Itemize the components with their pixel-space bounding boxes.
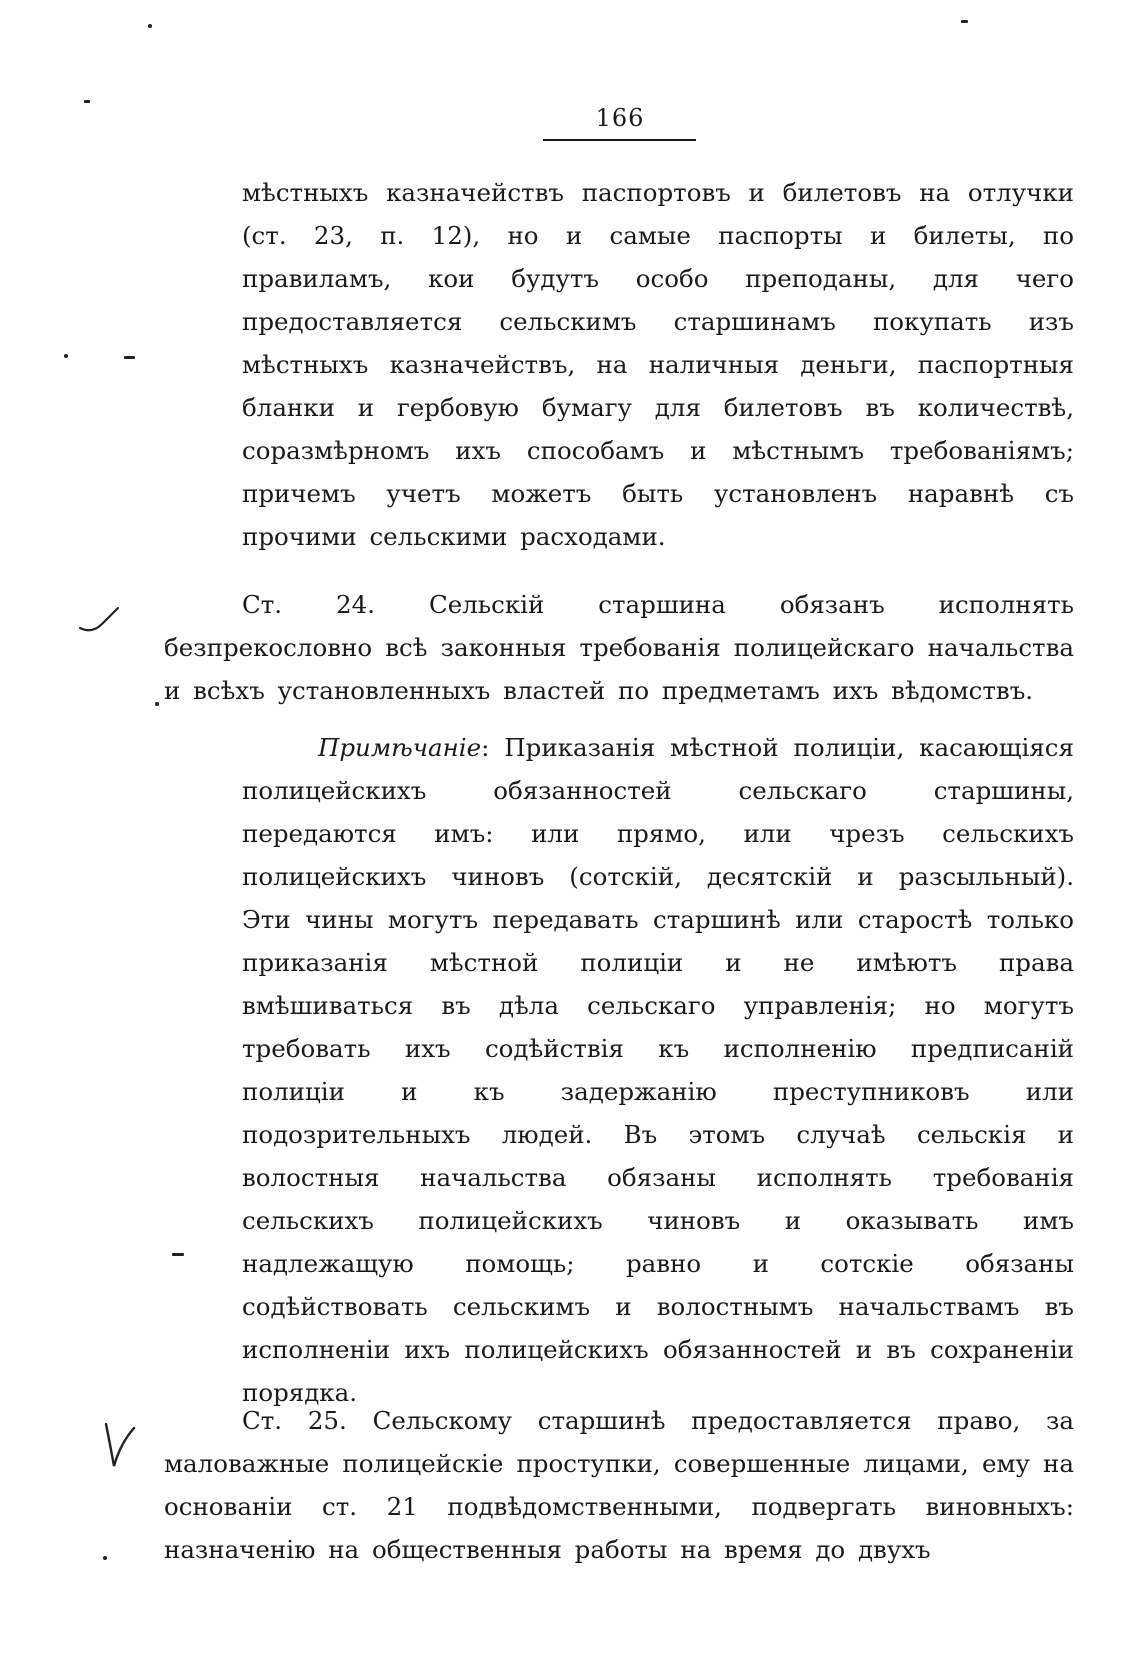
scan-mark-dash — [84, 100, 90, 103]
scan-mark-dot — [155, 702, 159, 706]
pencil-v-mark-icon — [100, 1418, 144, 1474]
note-text — [242, 726, 1074, 1414]
article-24-text — [164, 583, 1074, 712]
pencil-check-mark-icon — [76, 600, 126, 640]
scan-mark-dash — [961, 20, 968, 23]
article-24 — [164, 583, 1074, 712]
page-number-rule — [543, 139, 696, 141]
scan-mark-dot — [64, 354, 68, 358]
page-number: 166 — [595, 104, 645, 132]
article-24-body: Ст. 24. Сельскій старшина обязанъ исполнять безпрекословно всѣ законныя требованія полицейскаго начальства и всѣхъ установленныхъ властей по предметамъ ихъ вѣдомствъ. — [164, 590, 1074, 705]
paragraph-continuation-text: мѣстныхъ казначействъ паспортовъ и билетовъ на отлучки (ст. 23, п. 12), но и самые паспорты и билеты, по правиламъ, кои будутъ особо преподаны, для чего предоставляется сельскимъ старшинамъ покупать изъ мѣстныхъ казначействъ, на наличныя деньги, паспортныя бланки и гербовую бумагу для билетовъ въ количествѣ, соразмѣрномъ ихъ способамъ и мѣстнымъ требованіямъ; причемъ учетъ можетъ быть установленъ наравнѣ съ прочими сельскими расходами. — [242, 178, 1074, 551]
scan-mark-dot — [148, 24, 152, 28]
note-block — [242, 726, 1074, 1414]
article-25-text — [164, 1399, 1074, 1571]
article-25-body: Ст. 25. Сельскому старшинѣ предоставляется право, за маловажные полицейскіе проступки, совершенные лицами, ему на основаніи ст. 21 подвѣдомственными, подвергать виновныхъ: назначенію на общественныя работы на время до двухъ — [164, 1406, 1074, 1564]
scan-mark-dot — [103, 1556, 107, 1560]
scan-mark-dash — [124, 356, 135, 359]
article-25 — [164, 1399, 1074, 1571]
scan-mark-dash — [172, 1253, 184, 1256]
paragraph-continuation — [242, 171, 1074, 558]
note-heading: Примѣчаніе — [318, 733, 482, 762]
note-body: : Приказанія мѣстной полиціи, касающіяся полицейскихъ обязанностей сельскаго старшины, передаются имъ: или прямо, или чрезъ сельскихъ полицейскихъ чиновъ (сотскій, десятскій и разсыльный). Эти чины могутъ передавать старшинѣ или старостѣ только приказанія мѣстной полиціи и не имѣютъ права вмѣшиваться въ дѣла сельскаго управленія; но могутъ требовать ихъ содѣйствія къ исполненію предписаній полиціи и къ задержанію преступниковъ или подозрительныхъ людей. Въ этомъ случаѣ сельскія и волостныя начальства обязаны исполнять требованія сельскихъ полицейскихъ чиновъ и оказывать имъ надлежащую помощь; равно и сотскіе обязаны содѣйствовать сельскимъ и волостнымъ начальствамъ въ исполненіи ихъ полицейскихъ обязанностей и въ сохраненіи порядка. — [242, 733, 1074, 1407]
